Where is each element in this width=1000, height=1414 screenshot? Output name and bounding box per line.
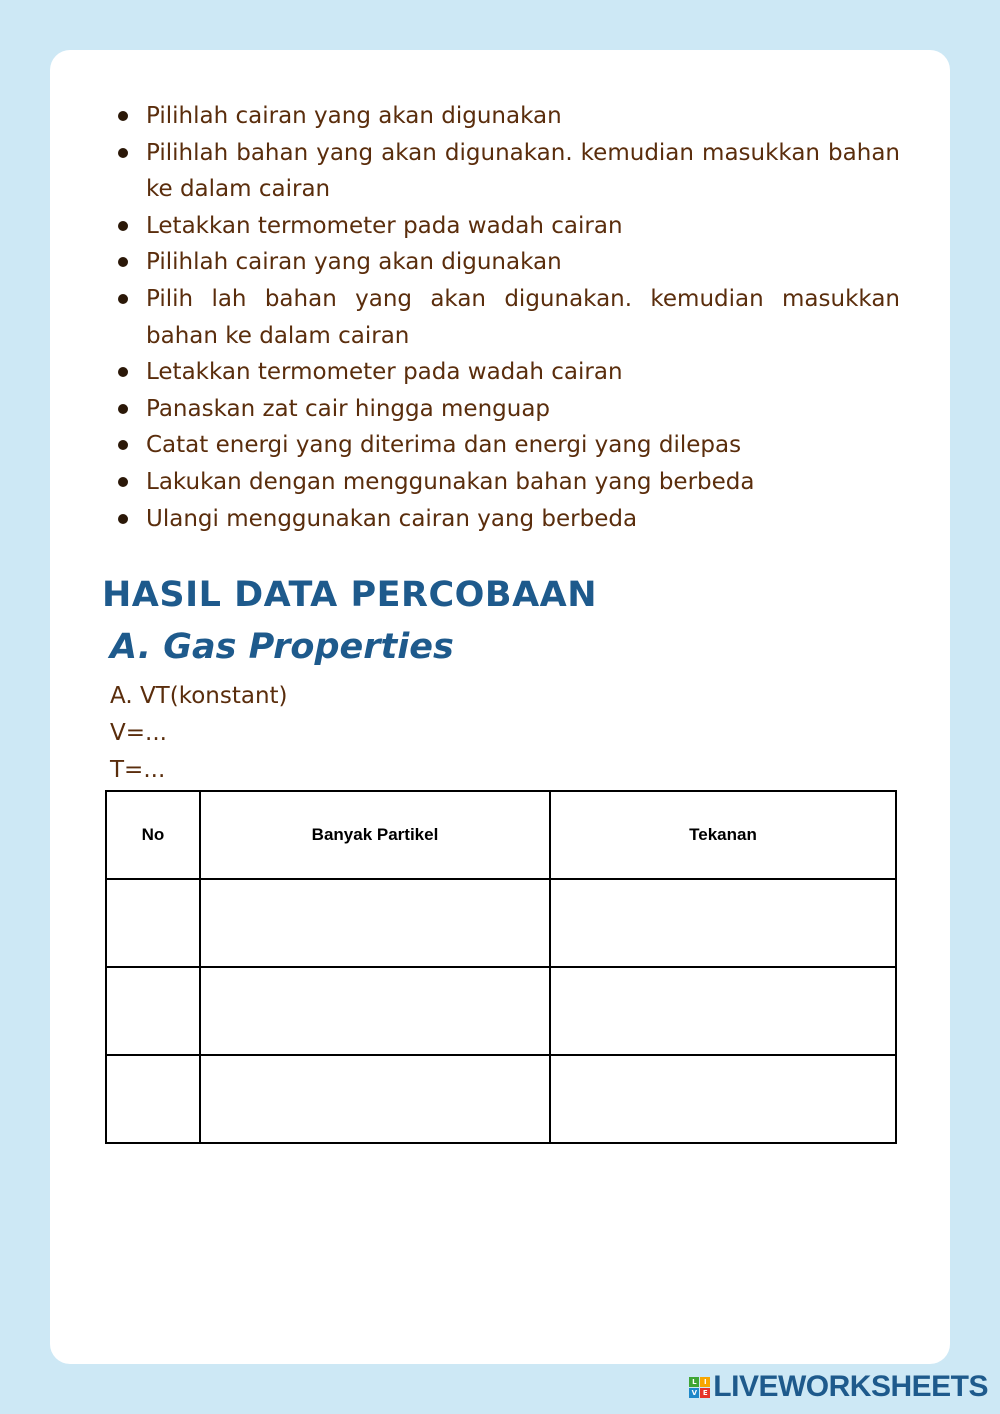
table-row [106,1055,896,1143]
cell-particle-count[interactable] [200,967,550,1055]
logo-text: LIVEWORKSHEETS [713,1370,988,1403]
cell-pressure[interactable] [550,879,896,967]
step-item: Ulangi menggunakan cairan yang berbeda [112,501,900,538]
logo-letter: L [689,1377,699,1387]
step-item: Letakkan termometer pada wadah cairan [112,208,900,245]
header-no: No [106,791,200,879]
table-row [106,879,896,967]
table-header-row [106,791,896,879]
logo-letter: I [700,1377,710,1387]
section-title: HASIL DATA PERCOBAAN [102,575,598,615]
cell-no[interactable] [106,879,200,967]
step-item: Pilihlah bahan yang akan digunakan. kemudian masukkan bahan ke dalam cairan [112,135,900,208]
step-item: Panaskan zat cair hingga menguap [112,391,900,428]
liveworksheets-logo[interactable] [689,1370,988,1404]
header-particle-count: Banyak Partikel [200,791,550,879]
cell-particle-count[interactable] [200,879,550,967]
procedure-steps-list [112,98,900,537]
logo-letter: E [700,1388,710,1398]
logo-letter: V [689,1388,699,1398]
temperature-value: T=... [110,757,166,783]
step-item: Pilih lah bahan yang akan digunakan. kemudian masukkan bahan ke dalam cairan [112,281,900,354]
cell-no[interactable] [106,967,200,1055]
results-table [105,790,897,1144]
volume-value: V=... [110,720,167,746]
step-item: Pilihlah cairan yang akan digunakan [112,98,900,135]
constant-variables-label: A. VT(konstant) [110,683,288,709]
step-item: Lakukan dengan menggunakan bahan yang berbeda [112,464,900,501]
table-row [106,967,896,1055]
cell-particle-count[interactable] [200,1055,550,1143]
cell-no[interactable] [106,1055,200,1143]
step-item: Pilihlah cairan yang akan digunakan [112,244,900,281]
cell-pressure[interactable] [550,967,896,1055]
subsection-title: A. Gas Properties [110,627,454,667]
cell-pressure[interactable] [550,1055,896,1143]
liveworksheets-icon [689,1377,710,1398]
step-item: Catat energi yang diterima dan energi yang dilepas [112,427,900,464]
header-pressure: Tekanan [550,791,896,879]
step-item: Letakkan termometer pada wadah cairan [112,354,900,391]
